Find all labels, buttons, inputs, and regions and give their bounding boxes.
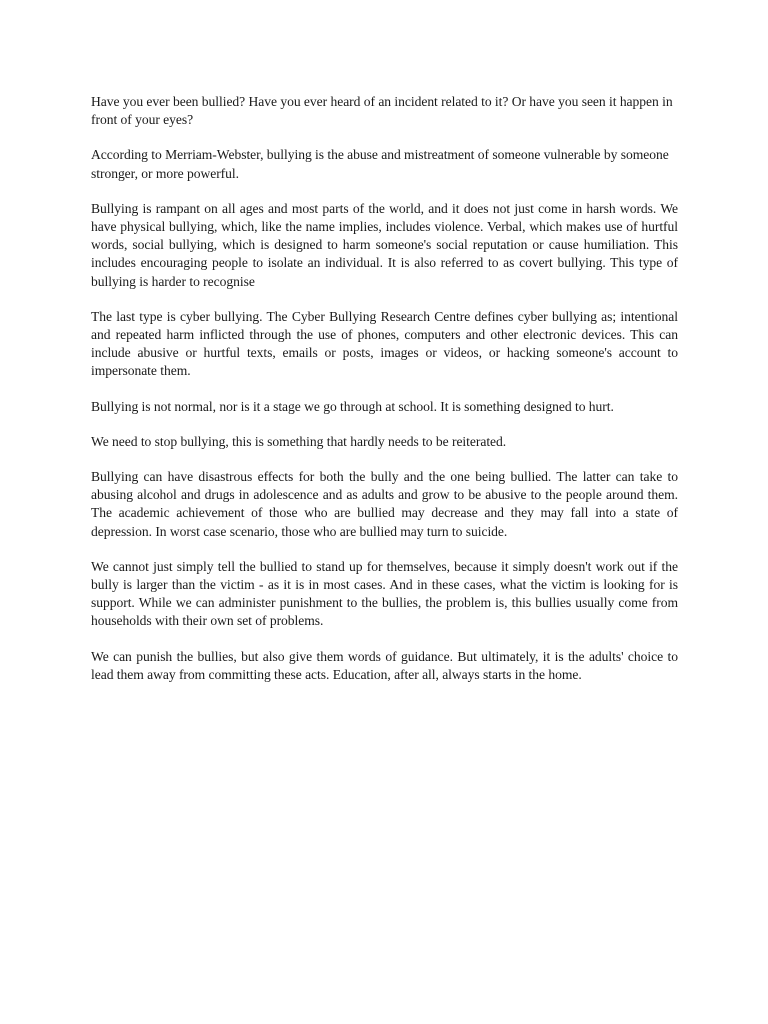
paragraph-types-of-bullying: Bullying is rampant on all ages and most parts of the world, and it does not just come in harsh words. We have physical bullying, which, like the name implies, includes violence. Verbal, which makes use of hurtful words, social bullying, which is designed to harm someone's social reputation or cause humiliation. This includes encouraging people to isolate an individual. It is also referred to as covert bullying. This type of bullying is harder to recognise	[91, 200, 678, 289]
paragraph-guidance: We can punish the bullies, but also give them words of guidance. But ultimately, it is the adults' choice to lead them away from committing these acts. Education, after all, always starts in the home.	[91, 648, 678, 682]
document-body	[91, 93, 678, 701]
paragraph-not-normal: Bullying is not normal, nor is it a stage we go through at school. It is something designed to hurt.	[91, 398, 614, 414]
paragraph-intro-questions: Have you ever been bullied? Have you ever heard of an incident related to it? Or have you seen it happen in front of your eyes?	[91, 94, 673, 128]
paragraph-effects: Bullying can have disastrous effects for both the bully and the one being bullied. The latter can take to abusing alcohol and drugs in adolescence and as adults and grow to be abusive to the people around them. The academic achievement of those who are bullied may decrease and they may fall into a state of depression. In worst case scenario, those who are bullied may turn to suicide.	[91, 469, 678, 539]
paragraph-definition: According to Merriam-Webster, bullying is the abuse and mistreatment of someone vulnerable by someone stronger, or more powerful.	[91, 147, 669, 181]
paragraph-cyber-bullying: The last type is cyber bullying. The Cyber Bullying Research Centre defines cyber bullying as; intentional and repeated harm inflicted through the use of phones, computers and other electronic devices. This can include abusive or hurtful texts, emails or posts, images or videos, or hacking someone's account to impersonate them.	[91, 308, 678, 379]
paragraph-stop-bullying: We need to stop bullying, this is something that hardly needs to be reiterated.	[91, 433, 507, 449]
paragraph-support: We cannot just simply tell the bullied to stand up for themselves, because it simply doesn't work out if the bully is larger than the victim - as it is in most cases. And in these cases, what the victim is looking for is support. While we can administer punishment to the bullies, the problem is, this bullies usually come from households with their own set of problems.	[91, 558, 678, 629]
